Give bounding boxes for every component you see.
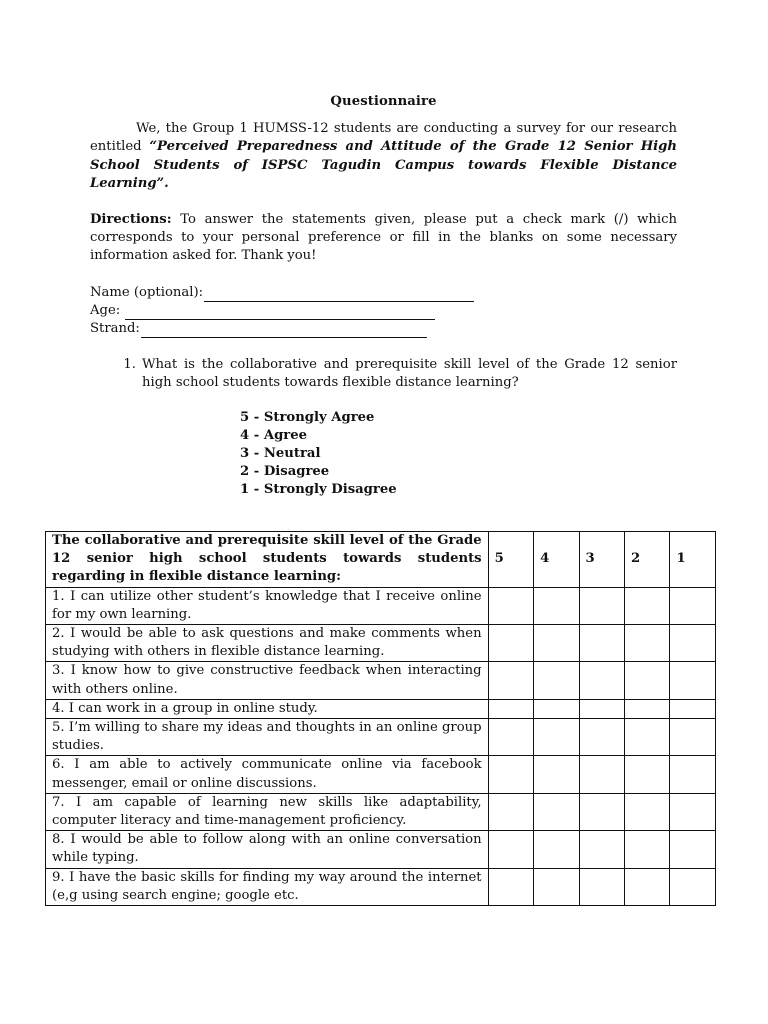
question-1 xyxy=(90,356,677,392)
statement-2: 2. I would be able to ask questions and make comments when studying with others in flexible distance learning. xyxy=(46,625,489,662)
scale-item-4: 4 - Agree xyxy=(240,427,308,443)
research-title: “Perceived Preparedness and Attitude of the Grade 12 Senior High School Students of ISPSC Tagudin Campus towards Flexible Distance Learning” xyxy=(90,139,677,191)
rating-cell-2[interactable] xyxy=(625,868,670,905)
table-row xyxy=(46,868,716,905)
statement-7: 7. I am capable of learning new skills like adaptability, computer literacy and time-management proficiency. xyxy=(46,793,489,830)
table-header-statement: The collaborative and prerequisite skill level of the Grade 12 senior high school students towards students regarding in flexible distance learning: xyxy=(46,532,489,588)
scale-item-3: 3 - Neutral xyxy=(240,445,321,461)
column-header-5: 5 xyxy=(488,532,533,588)
intro-lead: We, the Group 1 HUMSS-12 students are conducting a survey for our research entitled xyxy=(90,121,677,155)
rating-cell-1[interactable] xyxy=(670,793,716,830)
rating-cell-2[interactable] xyxy=(625,662,670,699)
rating-cell-5[interactable] xyxy=(488,868,533,905)
table-row xyxy=(46,587,716,624)
column-header-3: 3 xyxy=(579,532,624,588)
rating-cell-3[interactable] xyxy=(579,625,624,662)
rating-cell-3[interactable] xyxy=(579,793,624,830)
statement-1: 1. I can utilize other student’s knowledge that I receive online for my own learning. xyxy=(46,587,489,624)
statement-3: 3. I know how to give constructive feedback when interacting with others online. xyxy=(46,662,489,699)
scale-item-5: 5 - Strongly Agree xyxy=(240,409,375,425)
rating-cell-3[interactable] xyxy=(579,587,624,624)
rating-cell-3[interactable] xyxy=(579,662,624,699)
rating-cell-1[interactable] xyxy=(670,868,716,905)
strand-field-label: Strand: xyxy=(90,320,140,336)
rating-cell-2[interactable] xyxy=(625,793,670,830)
rating-cell-4[interactable] xyxy=(534,719,579,756)
rating-cell-1[interactable] xyxy=(670,625,716,662)
question-text: What is the collaborative and prerequisite skill level of the Grade 12 senior high school students towards flexible distance learning? xyxy=(142,357,677,391)
table-row xyxy=(46,831,716,868)
rating-scale-legend xyxy=(240,409,677,500)
age-blank-line[interactable] xyxy=(125,305,435,320)
rating-cell-3[interactable] xyxy=(579,831,624,868)
directions-paragraph xyxy=(90,211,677,266)
rating-cell-5[interactable] xyxy=(488,587,533,624)
table-header-row xyxy=(46,532,716,588)
rating-cell-4[interactable] xyxy=(534,625,579,662)
rating-cell-1[interactable] xyxy=(670,587,716,624)
statement-9: 9. I have the basic skills for finding my way around the internet (e,g using search engine; google etc. xyxy=(46,868,489,905)
rating-cell-5[interactable] xyxy=(488,793,533,830)
rating-cell-3[interactable] xyxy=(579,756,624,793)
strand-blank-line[interactable] xyxy=(141,323,427,338)
table-row xyxy=(46,719,716,756)
rating-cell-1[interactable] xyxy=(670,756,716,793)
rating-cell-2[interactable] xyxy=(625,625,670,662)
name-field-label: Name (optional): xyxy=(90,284,204,300)
column-header-2: 2 xyxy=(625,532,670,588)
column-header-4: 4 xyxy=(534,532,579,588)
statement-8: 8. I would be able to follow along with an online conversation while typing. xyxy=(46,831,489,868)
questionnaire-page xyxy=(90,93,677,500)
rating-cell-3[interactable] xyxy=(579,868,624,905)
intro-end: . xyxy=(164,175,169,191)
rating-cell-2[interactable] xyxy=(625,699,670,718)
rating-cell-4[interactable] xyxy=(534,868,579,905)
rating-cell-5[interactable] xyxy=(488,662,533,699)
rating-cell-3[interactable] xyxy=(579,699,624,718)
table-row xyxy=(46,793,716,830)
intro-paragraph xyxy=(90,120,677,193)
rating-cell-1[interactable] xyxy=(670,699,716,718)
rating-cell-2[interactable] xyxy=(625,756,670,793)
respondent-fields xyxy=(90,284,677,339)
rating-cell-5[interactable] xyxy=(488,831,533,868)
table-row xyxy=(46,625,716,662)
name-blank-line[interactable] xyxy=(204,287,474,302)
name-field[interactable] xyxy=(90,284,677,302)
rating-cell-5[interactable] xyxy=(488,719,533,756)
rating-cell-3[interactable] xyxy=(579,719,624,756)
rating-cell-4[interactable] xyxy=(534,793,579,830)
rating-table xyxy=(45,531,716,906)
table-row xyxy=(46,662,716,699)
statement-5: 5. I’m willing to share my ideas and thoughts in an online group studies. xyxy=(46,719,489,756)
directions-label: Directions: xyxy=(90,212,172,228)
rating-cell-2[interactable] xyxy=(625,831,670,868)
question-number: 1. xyxy=(123,357,136,373)
strand-field[interactable] xyxy=(90,320,677,338)
statement-4: 4. I can work in a group in online study. xyxy=(46,699,489,718)
rating-cell-2[interactable] xyxy=(625,719,670,756)
rating-cell-1[interactable] xyxy=(670,719,716,756)
rating-cell-1[interactable] xyxy=(670,831,716,868)
age-field-label: Age: xyxy=(90,302,125,318)
table-row xyxy=(46,756,716,793)
statement-6: 6. I am able to actively communicate online via facebook messenger, email or online discussions. xyxy=(46,756,489,793)
page-title: Questionnaire xyxy=(330,94,437,109)
rating-cell-5[interactable] xyxy=(488,699,533,718)
rating-cell-5[interactable] xyxy=(488,756,533,793)
scale-item-1: 1 - Strongly Disagree xyxy=(240,482,397,498)
rating-cell-5[interactable] xyxy=(488,625,533,662)
rating-cell-4[interactable] xyxy=(534,699,579,718)
rating-cell-4[interactable] xyxy=(534,756,579,793)
rating-cell-4[interactable] xyxy=(534,662,579,699)
rating-cell-4[interactable] xyxy=(534,587,579,624)
rating-cell-2[interactable] xyxy=(625,587,670,624)
scale-item-2: 2 - Disagree xyxy=(240,464,330,480)
rating-cell-1[interactable] xyxy=(670,662,716,699)
table-row xyxy=(46,699,716,718)
directions-text: To answer the statements given, please put a check mark (/) which corresponds to your personal preference or fill in the blanks on some necessary information asked for. Thank you! xyxy=(90,212,677,264)
rating-cell-4[interactable] xyxy=(534,831,579,868)
age-field[interactable] xyxy=(90,302,677,320)
column-header-1: 1 xyxy=(670,532,716,588)
